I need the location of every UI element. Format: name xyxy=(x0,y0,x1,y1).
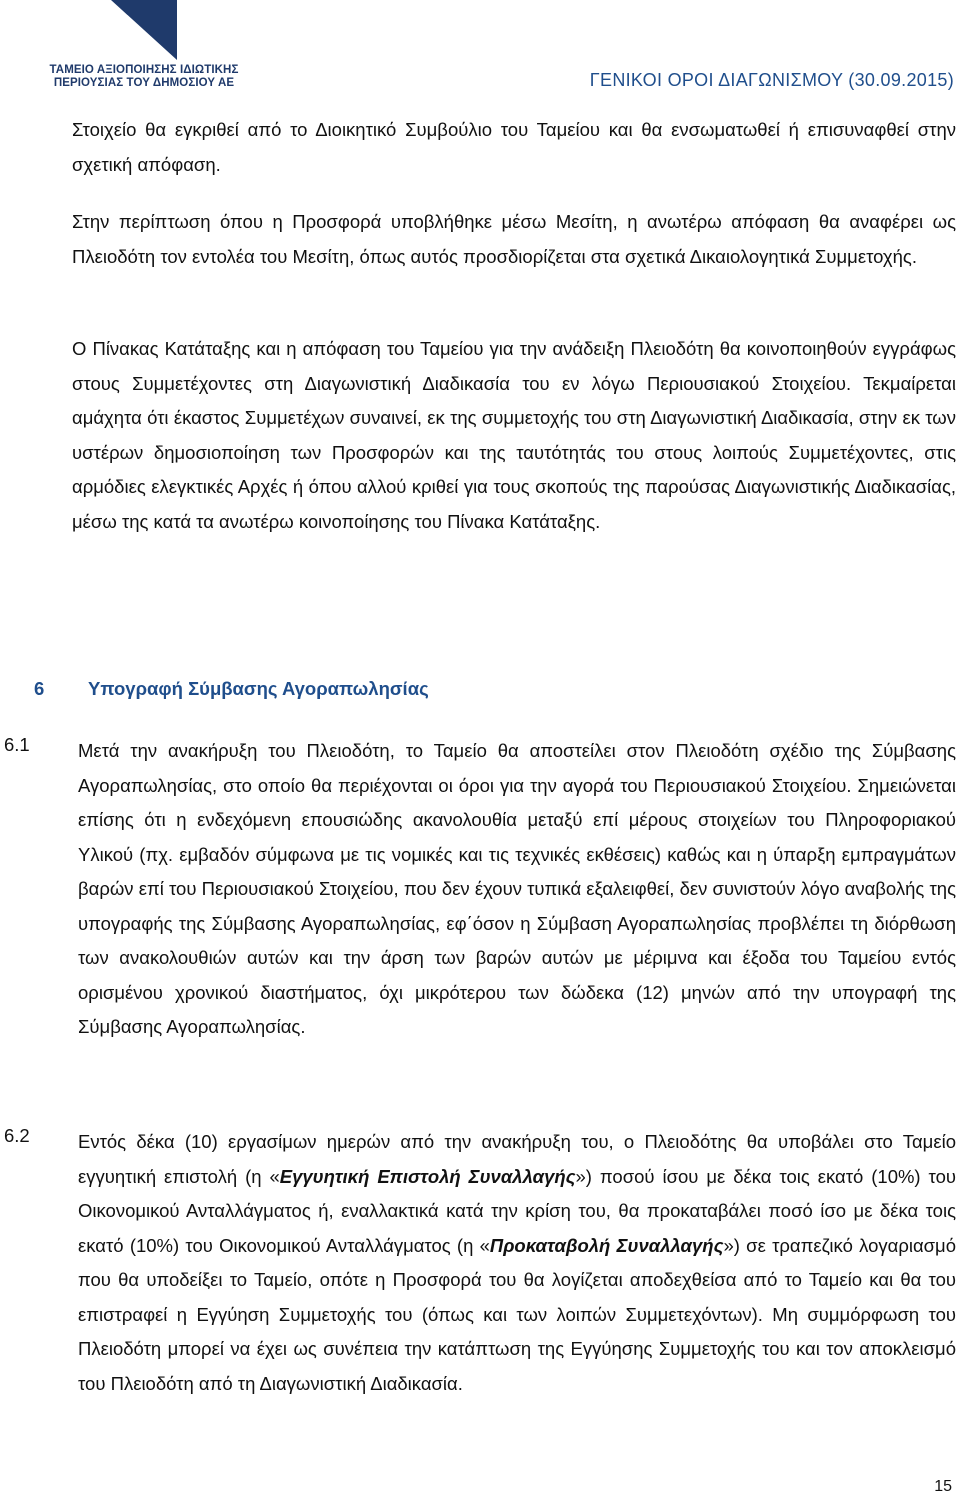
document-title: ΓΕΝΙΚΟΙ ΟΡΟΙ ΔΙΑΓΩΝΙΣΜΟΥ (30.09.2015) xyxy=(589,70,954,90)
section-heading xyxy=(34,678,429,700)
organization-name xyxy=(44,64,244,90)
clause-6-2-part3: ») σε τραπεζικό λογαριασμό που θα υποδείξει το Ταμείο, οπότε η Προσφορά του θα λογίζεται αποδεχθείσα από το Ταμείο και θα του επιστραφεί η Εγγύηση Συμμετοχής του (όπως και των λοιπών Συμμετεχόντων). Μη συμμόρφωση του Πλειοδότη μπορεί να έχει ως συνέπεια την κατάπτωση της Εγγύησης Συμμετοχής του και τον αποκλεισμό του Πλειοδότη από τη Διαγωνιστική Διαδικασία. xyxy=(78,1234,957,1394)
paragraph-2: Στην περίπτωση όπου η Προσφορά υποβλήθηκε μέσω Μεσίτη, η ανωτέρω απόφαση θα αναφέρει ως Πλειοδότη τον εντολέα του Μεσίτη, όπως αυτός προσδιορίζεται στα σχετικά Δικαιολογητικά Συμμετοχής. xyxy=(72,211,956,267)
page-header xyxy=(0,0,960,100)
page-number: 15 xyxy=(934,1478,952,1495)
term-advance-payment: Προκαταβολή Συναλλαγής xyxy=(489,1234,724,1256)
clause-6-1-text: Μετά την ανακήρυξη του Πλειοδότη, το Ταμείο θα αποστείλει στον Πλειοδότη σχέδιο της Σύμβασης Αγοραπωλησίας, στο οποίο θα περιέχονται οι όροι για την αγορά του Περιουσιακού Στοιχείου. Σημειώνεται επίσης ότι η ενδεχόμενη επουσιώδης ακανολουθία μεταξύ επί μέρους στοιχείων του Πληροφοριακού Υλικού (πχ. εμβαδόν σύμφωνα με τις νομικές και τις τεχνικές εκθέσεις) καθώς και η ύπαρξη εμπραγμάτων βαρών επί του Περιουσιακού Στοιχείου, που δεν έχουν τυπικά εξαλειφθεί, δεν συνιστούν λόγο αναβολής της υπογραφής της Σύμβασης Αγοραπωλησίας, εφ΄όσον η Σύμβαση Αγοραπωλησίας προβλέπει τη διόρθωση των ανακολουθιών αυτών και την άρση των βαρών αυτών με μέριμνα και έξοδα του Ταμείου εντός ορισμένου χρονικού διαστήματος, όχι μικρότερου των δώδεκα (12) μηνών από την υπογραφή της Σύμβασης Αγοραπωλησίας. xyxy=(78,740,956,1037)
logo-emblem-icon xyxy=(111,0,177,60)
clause-6-2-part1: Εντός δέκα (10) εργασίμων ημερών από την ανακήρυξη του, ο Πλειοδότης θα υποβάλει στο Ταμείο εγγυητική επιστολή (η « xyxy=(78,1131,956,1187)
organization-name-line2: ΠΕΡΙΟΥΣΙΑΣ ΤΟΥ ΔΗΜΟΣΙΟΥ ΑΕ xyxy=(53,77,235,89)
logo xyxy=(44,0,244,100)
clause-number-6-2: 6.2 xyxy=(4,1125,30,1146)
clause-6-2-part2: ») ποσού ίσου με δέκα τοις εκατό (10%) του Οικονομικού Ανταλλάγματος ή, εναλλακτικά κατά την κρίση του, θα προκαταβάλει ποσό ίσο με δέκα τοις εκατό (10%) του Οικονομικού Ανταλλάγματος (η « xyxy=(78,1165,956,1256)
paragraph-1: Στοιχείο θα εγκριθεί από το Διοικητικό Συμβούλιο του Ταμείου και θα ενσωματωθεί ή επισυναφθεί στην σχετική απόφαση. xyxy=(72,119,956,175)
paragraph-3: Ο Πίνακας Κατάταξης και η απόφαση του Ταμείου για την ανάδειξη Πλειοδότη θα κοινοποιηθούν εγγράφως στους Συμμετέχοντες στη Διαγωνιστική Διαδικασία του εν λόγω Περιουσιακού Στοιχείου. Τεκμαίρεται αμάχητα ότι έκαστος Συμμετέχων συναινεί, εκ της συμμετοχής του στη Διαγωνιστική Διαδικασία, στην εκ των υστέρων δημοσιοποίηση των Προσφορών και της ταυτότητάς του στους λοιπούς Συμμετέχοντες, στις αρμόδιες ελεγκτικές Αρχές ή όπου αλλού κριθεί για τους σκοπούς της παρούσας Διαγωνιστικής Διαδικασίας, μέσω της κατά τα ανωτέρω κοινοποίησης του Πίνακα Κατάταξης. xyxy=(72,338,956,532)
section-title: Υπογραφή Σύμβασης Αγοραπωλησίας xyxy=(88,678,429,699)
organization-name-line1: ΤΑΜΕΙΟ ΑΞΙΟΠΟΙΗΣΗΣ ΙΔΙΩΤΙΚΗΣ xyxy=(49,64,239,76)
section-number: 6 xyxy=(34,678,45,699)
term-guarantee-letter: Εγγυητική Επιστολή Συναλλαγής xyxy=(279,1165,576,1187)
clause-6-2-text xyxy=(78,1125,956,1401)
clause-number-6-1: 6.1 xyxy=(4,734,30,755)
